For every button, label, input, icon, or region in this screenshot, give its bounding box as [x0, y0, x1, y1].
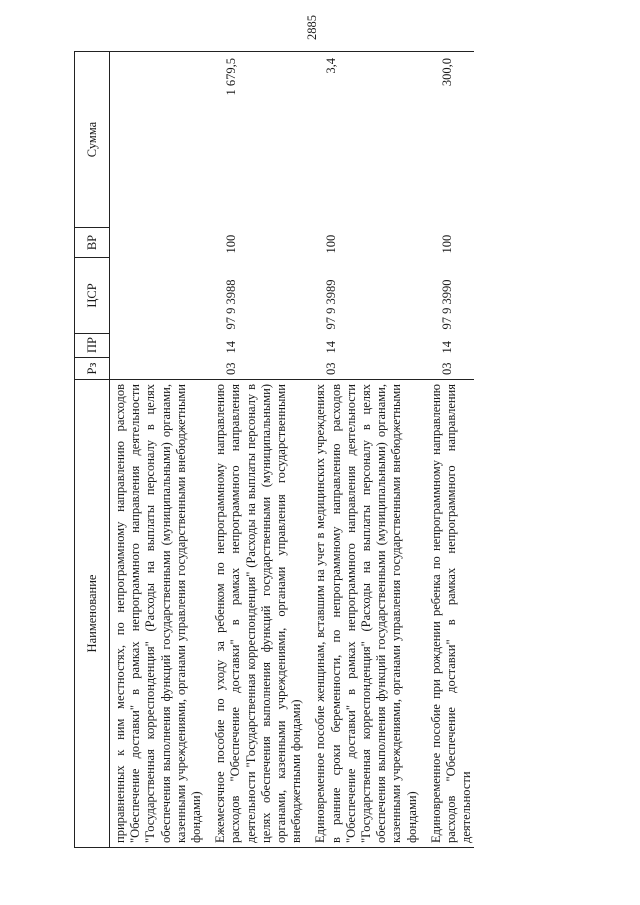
row-csr: 97 9 3990 — [439, 279, 454, 330]
header-pr: ПР — [75, 334, 110, 358]
row-pr: 14 — [324, 341, 339, 354]
header-name: Наименование — [75, 380, 110, 848]
row-name: приравненных к ним местностях, по непрограммному направлению расходов "Обеспечение доставки" в рамках непрограммного направления деятельности "Государственная корреспонденция" (Расходы на выплаты персоналу в целях обеспечения выполнения функций государственными (муниципальными) органами, казенными учреждениями, органами управления государственными внебюджетными фондами) — [110, 380, 211, 848]
row-pr — [110, 334, 211, 358]
row-rz: 03 — [439, 362, 454, 375]
row-vr: 100 — [324, 234, 339, 254]
row-sum: 300,0 — [426, 52, 475, 228]
header-vr: ВР — [75, 228, 110, 258]
row-pr: 14 — [439, 341, 454, 354]
row-pr: 14 — [224, 341, 239, 354]
row-name: Единовременное пособие женщинам, вставшим на учет в медицинских учреждениях в ранние сроки беременности, по непрограммному направлению расходов "Обеспечение доставки" в рамках непрограммного направления деятельности "Государственная корреспонденция" (Расходы на выплаты персоналу в целях обеспечения выполнения функций государственными (муниципальными) органами, казенными учреждениями, органами управления государственными внебюджетными фондами) — [310, 380, 425, 848]
row-vr — [110, 228, 211, 258]
row-sum: 1 679,5 — [210, 52, 310, 228]
row-name: Ежемесячное пособие по уходу за ребенком по непрограммному направлению расходов "Обеспечение доставки" в рамках непрограммного направления деятельности "Государственная корреспонденция" (Расходы на выплаты персоналу в целях обеспечения выполнения функций государственными (муниципальными) органами, казенными учреждениями, органами управления государственными внебюджетными фондами) — [210, 380, 310, 848]
row-sum: 3,4 — [310, 52, 425, 228]
header-rz: Рз — [75, 358, 110, 380]
row-rz — [110, 358, 211, 380]
row-rz: 03 — [224, 362, 239, 375]
table-header-row — [75, 52, 110, 848]
table-row — [110, 52, 211, 848]
row-csr: 97 9 3989 — [324, 279, 339, 330]
header-sum: Сумма — [75, 52, 110, 228]
header-csr: ЦСР — [75, 258, 110, 334]
page-number: 2885 — [305, 15, 319, 40]
budget-table — [74, 51, 474, 848]
table-row — [310, 52, 425, 848]
table-row — [210, 52, 310, 848]
row-rz: 03 — [324, 362, 339, 375]
row-vr: 100 — [439, 234, 454, 254]
row-vr: 100 — [224, 234, 239, 254]
table-row — [426, 52, 475, 848]
row-csr: 97 9 3988 — [224, 279, 239, 330]
row-name: Единовременное пособие при рождении ребенка по непрограммному направлению расходов "Обеспечение доставки" в рамках непрограммного направления деятельности — [426, 380, 475, 848]
row-csr — [110, 258, 211, 334]
rotated-table-sheet — [74, 52, 554, 848]
row-sum — [110, 52, 211, 228]
